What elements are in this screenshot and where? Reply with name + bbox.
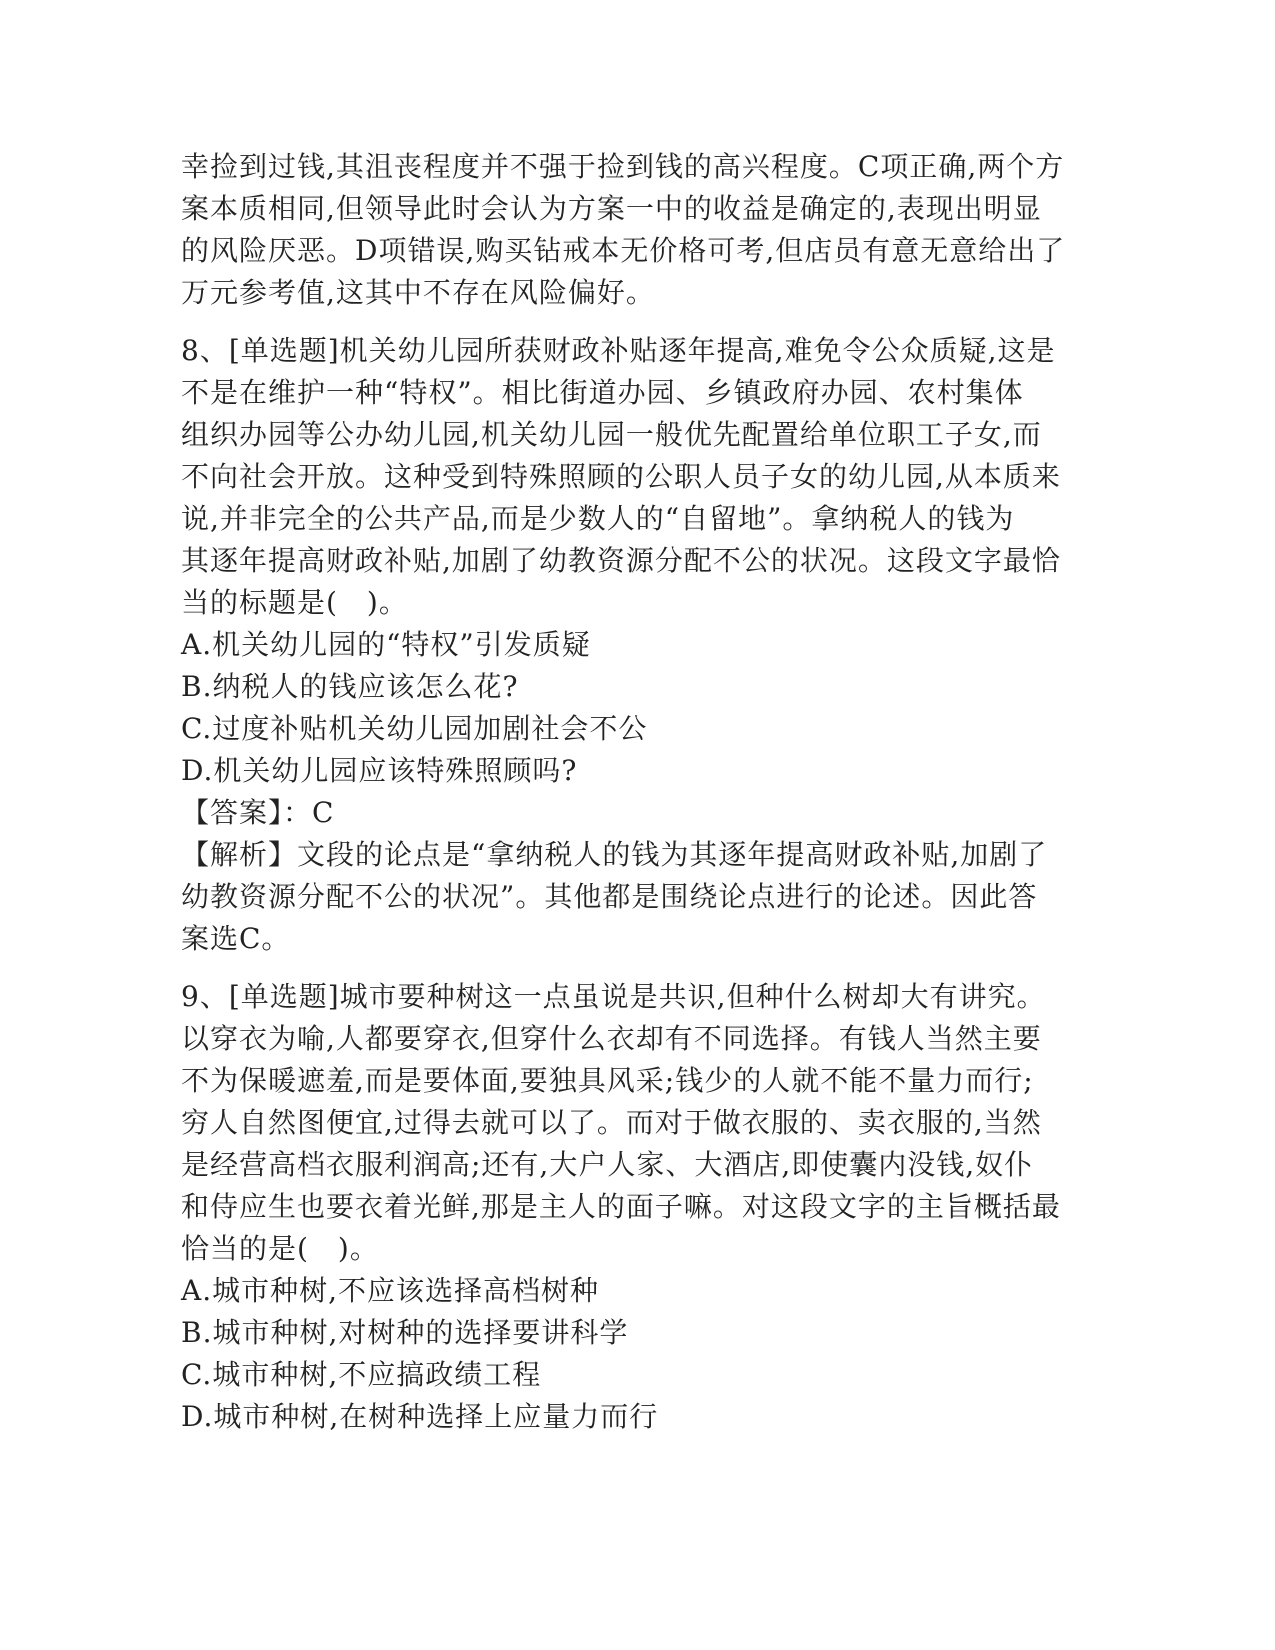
- question-9: [181, 976, 1081, 1438]
- question-stem-line: 不为保暖遮羞,而是要体面,要独具风采;钱少的人就不能不量力而行;: [181, 1064, 1034, 1097]
- option-b: B.纳税人的钱应该怎么花?: [181, 670, 519, 703]
- question-stem-line: 8、[单选题]机关幼儿园所获财政补贴逐年提高,难免令公众质疑,这是: [181, 334, 1056, 367]
- question-8: [181, 330, 1081, 960]
- question-stem-line: 恰当的是( )。: [181, 1232, 379, 1265]
- spacer: [181, 960, 1081, 976]
- analysis-line: 幼教资源分配不公的状况”。其他都是围绕论点进行的论述。因此答: [181, 880, 1038, 913]
- analysis-line: 【解析】文段的论点是“拿纳税人的钱为其逐年提高财政补贴,加剧了: [181, 838, 1048, 871]
- option-a: A.城市种树,不应该选择高档树种: [181, 1274, 600, 1307]
- question-stem-line: 和侍应生也要衣着光鲜,那是主人的面子嘛。对这段文字的主旨概括最: [181, 1190, 1061, 1223]
- question-stem-line: 组织办园等公办幼儿园,机关幼儿园一般优先配置给单位职工子女,而: [181, 418, 1042, 451]
- question-stem-line: 说,并非完全的公共产品,而是少数人的“自留地”。拿纳税人的钱为: [181, 502, 1015, 535]
- analysis-line: 案选C。: [181, 922, 291, 955]
- text-line: 万元参考值,这其中不存在风险偏好。: [181, 276, 655, 309]
- question-stem-line: 9、[单选题]城市要种树这一点虽说是共识,但种什么树却大有讲究。: [181, 980, 1046, 1013]
- text-line: 幸捡到过钱,其沮丧程度并不强于捡到钱的高兴程度。C项正确,两个方: [181, 150, 1065, 183]
- question-stem-line: 穷人自然图便宜,过得去就可以了。而对于做衣服的、卖衣服的,当然: [181, 1106, 1042, 1139]
- option-c: C.过度补贴机关幼儿园加剧社会不公: [181, 712, 648, 745]
- option-a: A.机关幼儿园的“特权”引发质疑: [181, 628, 591, 661]
- previous-explanation: [181, 146, 1081, 314]
- question-stem-line: 当的标题是( )。: [181, 586, 408, 619]
- question-stem-line: 其逐年提高财政补贴,加剧了幼教资源分配不公的状况。这段文字最恰: [181, 544, 1061, 577]
- text-line: 的风险厌恶。D项错误,购买钻戒本无价格可考,但店员有意无意给出了: [181, 234, 1066, 267]
- question-stem-line: 是经营高档衣服利润高;还有,大户人家、大酒店,即使囊内没钱,奴仆: [181, 1148, 1034, 1181]
- question-stem-line: 不是在维护一种“特权”。相比街道办园、乡镇政府办园、农村集体: [181, 376, 1024, 409]
- document-page: [181, 146, 1081, 1438]
- option-b: B.城市种树,对树种的选择要讲科学: [181, 1316, 629, 1349]
- question-stem-line: 不向社会开放。这种受到特殊照顾的公职人员子女的幼儿园,从本质来: [181, 460, 1061, 493]
- option-d: D.机关幼儿园应该特殊照顾吗?: [181, 754, 578, 787]
- spacer: [181, 314, 1081, 330]
- answer-line: 【答案】：C: [181, 796, 335, 829]
- option-c: C.城市种树,不应搞政绩工程: [181, 1358, 542, 1391]
- question-stem-line: 以穿衣为喻,人都要穿衣,但穿什么衣却有不同选择。有钱人当然主要: [181, 1022, 1042, 1055]
- text-line: 案本质相同,但领导此时会认为方案一中的收益是确定的,表现出明显: [181, 192, 1042, 225]
- option-d: D.城市种树,在树种选择上应量力而行: [181, 1400, 659, 1433]
